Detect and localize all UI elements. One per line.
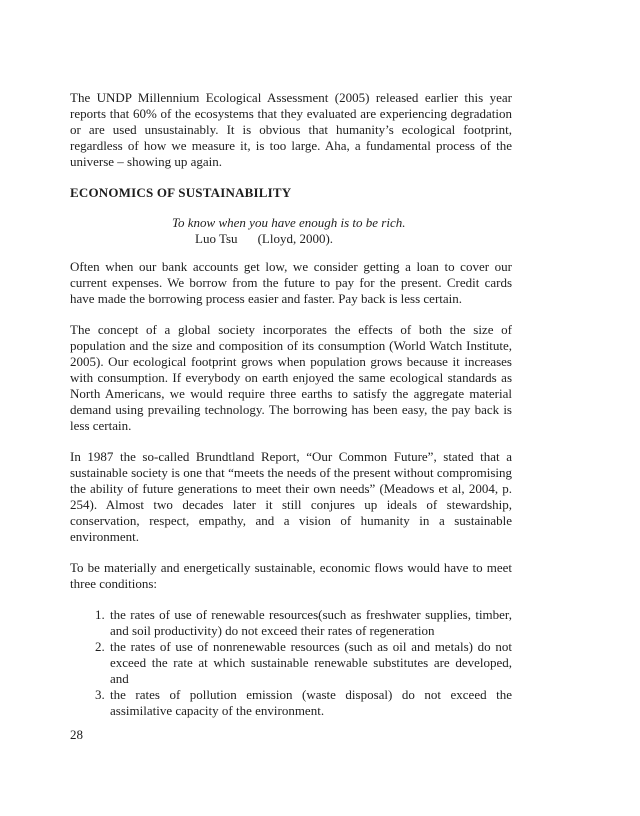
paragraph-undp-assessment: The UNDP Millennium Ecological Assessment (2005) released earlier this year reports that 60% of the ecosystems that they evaluated are experiencing degradation or are used unsustainably. It is obvious that humanity’s ecological footprint, regardless of how we measure it, is too large. Aha, a fundamental process of the universe – showing up again. bbox=[70, 90, 512, 169]
paragraph-brundtland-report: In 1987 the so-called Brundtland Report, “Our Common Future”, stated that a sustainable society is one that “meets the needs of the present without compromising the ability of future generations to meet their own needs” (Meadows et al, 2004, p. 254). Almost two decades later it still conjures up ideals of stewardship, conservation, respect, empathy, and a vision of humanity in a sustainable environment. bbox=[70, 449, 512, 544]
condition-item-pollution: 3. the rates of pollution emission (waste disposal) do not exceed the assimilative capacity of the environment. bbox=[108, 687, 512, 719]
epigraph-author: Luo Tsu bbox=[195, 231, 238, 246]
condition-item-nonrenewable: 2. the rates of use of nonrenewable resources (such as oil and metals) do not exceed the rate at which sustainable renewable substitutes are developed, and bbox=[108, 639, 512, 687]
section-heading-economics-of-sustainability: ECONOMICS OF SUSTAINABILITY bbox=[70, 185, 292, 200]
condition-item-renewable: 1. the rates of use of renewable resources(such as freshwater supplies, timber, and soil productivity) do not exceed their rates of regeneration bbox=[108, 607, 512, 639]
paragraph-global-society: The concept of a global society incorporates the effects of both the size of population and the size and composition of its consumption (World Watch Institute, 2005). Our ecological footprint grows when population grows because it increases with consumption. If everybody on earth enjoyed the same ecological standards as North Americans, we would require three earths to satisfy the aggregate material demand using prevailing technology. The borrowing has been easy, the pay back is less certain. bbox=[70, 322, 512, 433]
epigraph-text: To know when you have enough is to be rich. bbox=[172, 215, 406, 230]
conditions-list bbox=[70, 607, 512, 719]
epigraph-citation: (Lloyd, 2000). bbox=[257, 231, 334, 246]
paragraph-bank-accounts: Often when our bank accounts get low, we consider getting a loan to cover our current expenses. We borrow from the future to pay for the present. Credit cards have made the borrowing process easier and faster. Pay back is less certain. bbox=[70, 259, 512, 306]
epigraph-attribution bbox=[195, 231, 512, 247]
page-number: 28 bbox=[70, 727, 83, 742]
paragraph-three-conditions-intro: To be materially and energetically sustainable, economic flows would have to meet three conditions: bbox=[70, 560, 512, 591]
page-content bbox=[70, 90, 512, 719]
epigraph bbox=[70, 215, 512, 247]
